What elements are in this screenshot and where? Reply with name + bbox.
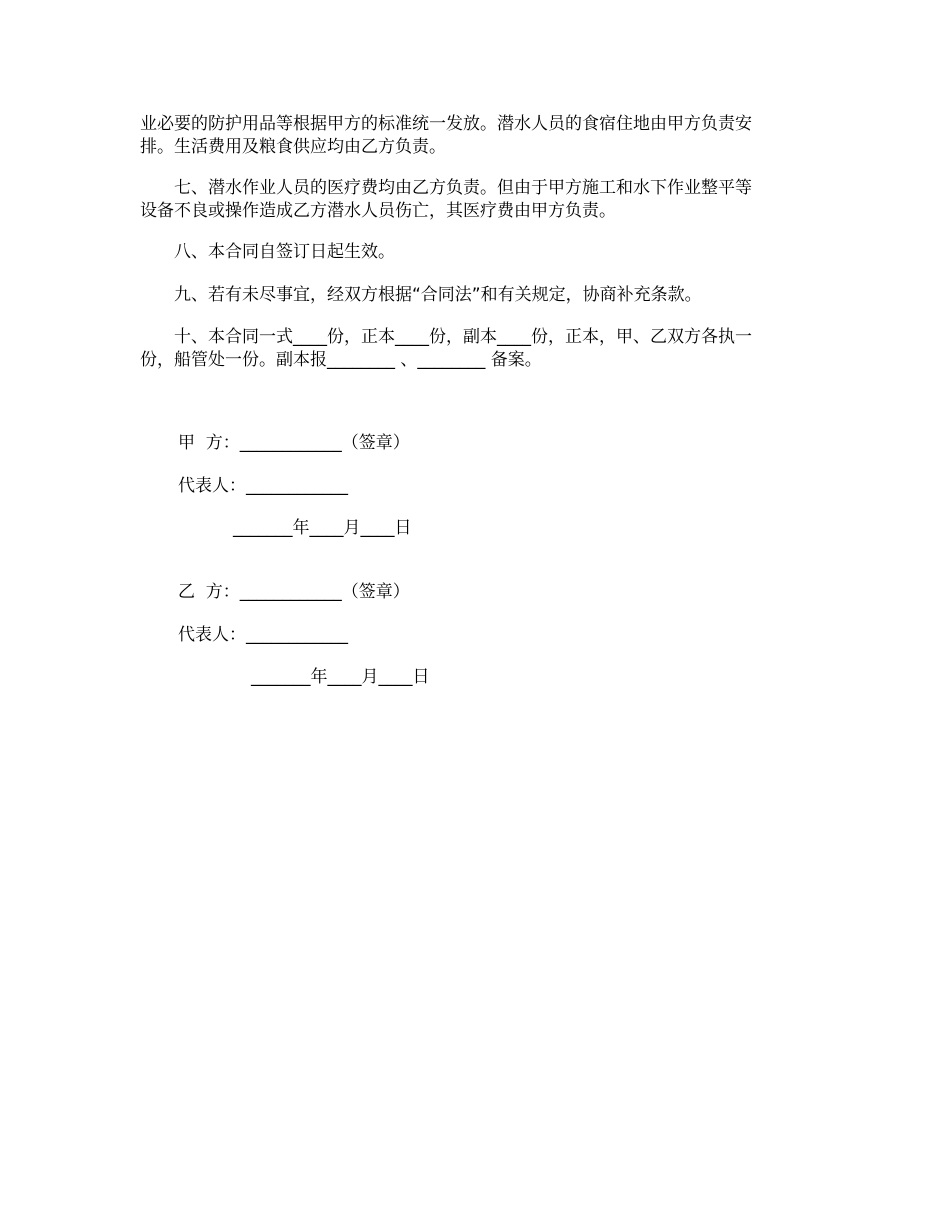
paragraph-supplies: [140, 113, 815, 159]
paragraph-clause-7: [140, 177, 815, 223]
paragraph-clause-9: [140, 284, 815, 307]
party-b-signature-line: 乙 方：____________（签章）: [178, 582, 410, 602]
party-a-date-line: _______年____月____日: [233, 518, 412, 538]
party-a-signature-line: 甲 方：____________（签章）: [178, 433, 410, 453]
text-line: 业必要的防护用品等根据甲方的标准统一发放。潜水人员的食宿住地由甲方负责安: [140, 114, 752, 134]
party-b-representative-line: 代表人：____________: [178, 625, 348, 645]
text-line: 十、本合同一式____份，正本____份，副本____份，正本，甲、乙双方各执一: [140, 327, 752, 347]
party-b-date-line: _______年____月____日: [251, 667, 430, 687]
paragraph-clause-8: [140, 241, 815, 264]
text-line: 八、本合同自签订日起生效。: [140, 242, 395, 262]
party-a-representative-line: 代表人：____________: [178, 476, 348, 496]
text-line: 九、若有未尽事宜，经双方根据“合同法”和有关规定，协商补充条款。: [140, 285, 702, 305]
text-line: 份，船管处一份。副本报________ 、________ 备案。: [140, 350, 542, 370]
text-line: 设备不良或操作造成乙方潜水人员伤亡，其医疗费由甲方负责。: [140, 201, 616, 221]
text-line: 七、潜水作业人员的医疗费均由乙方负责。但由于甲方施工和水下作业整平等: [140, 178, 752, 198]
paragraph-clause-10: [140, 326, 815, 372]
text-line: 排。生活费用及粮食供应均由乙方负责。: [140, 137, 446, 157]
